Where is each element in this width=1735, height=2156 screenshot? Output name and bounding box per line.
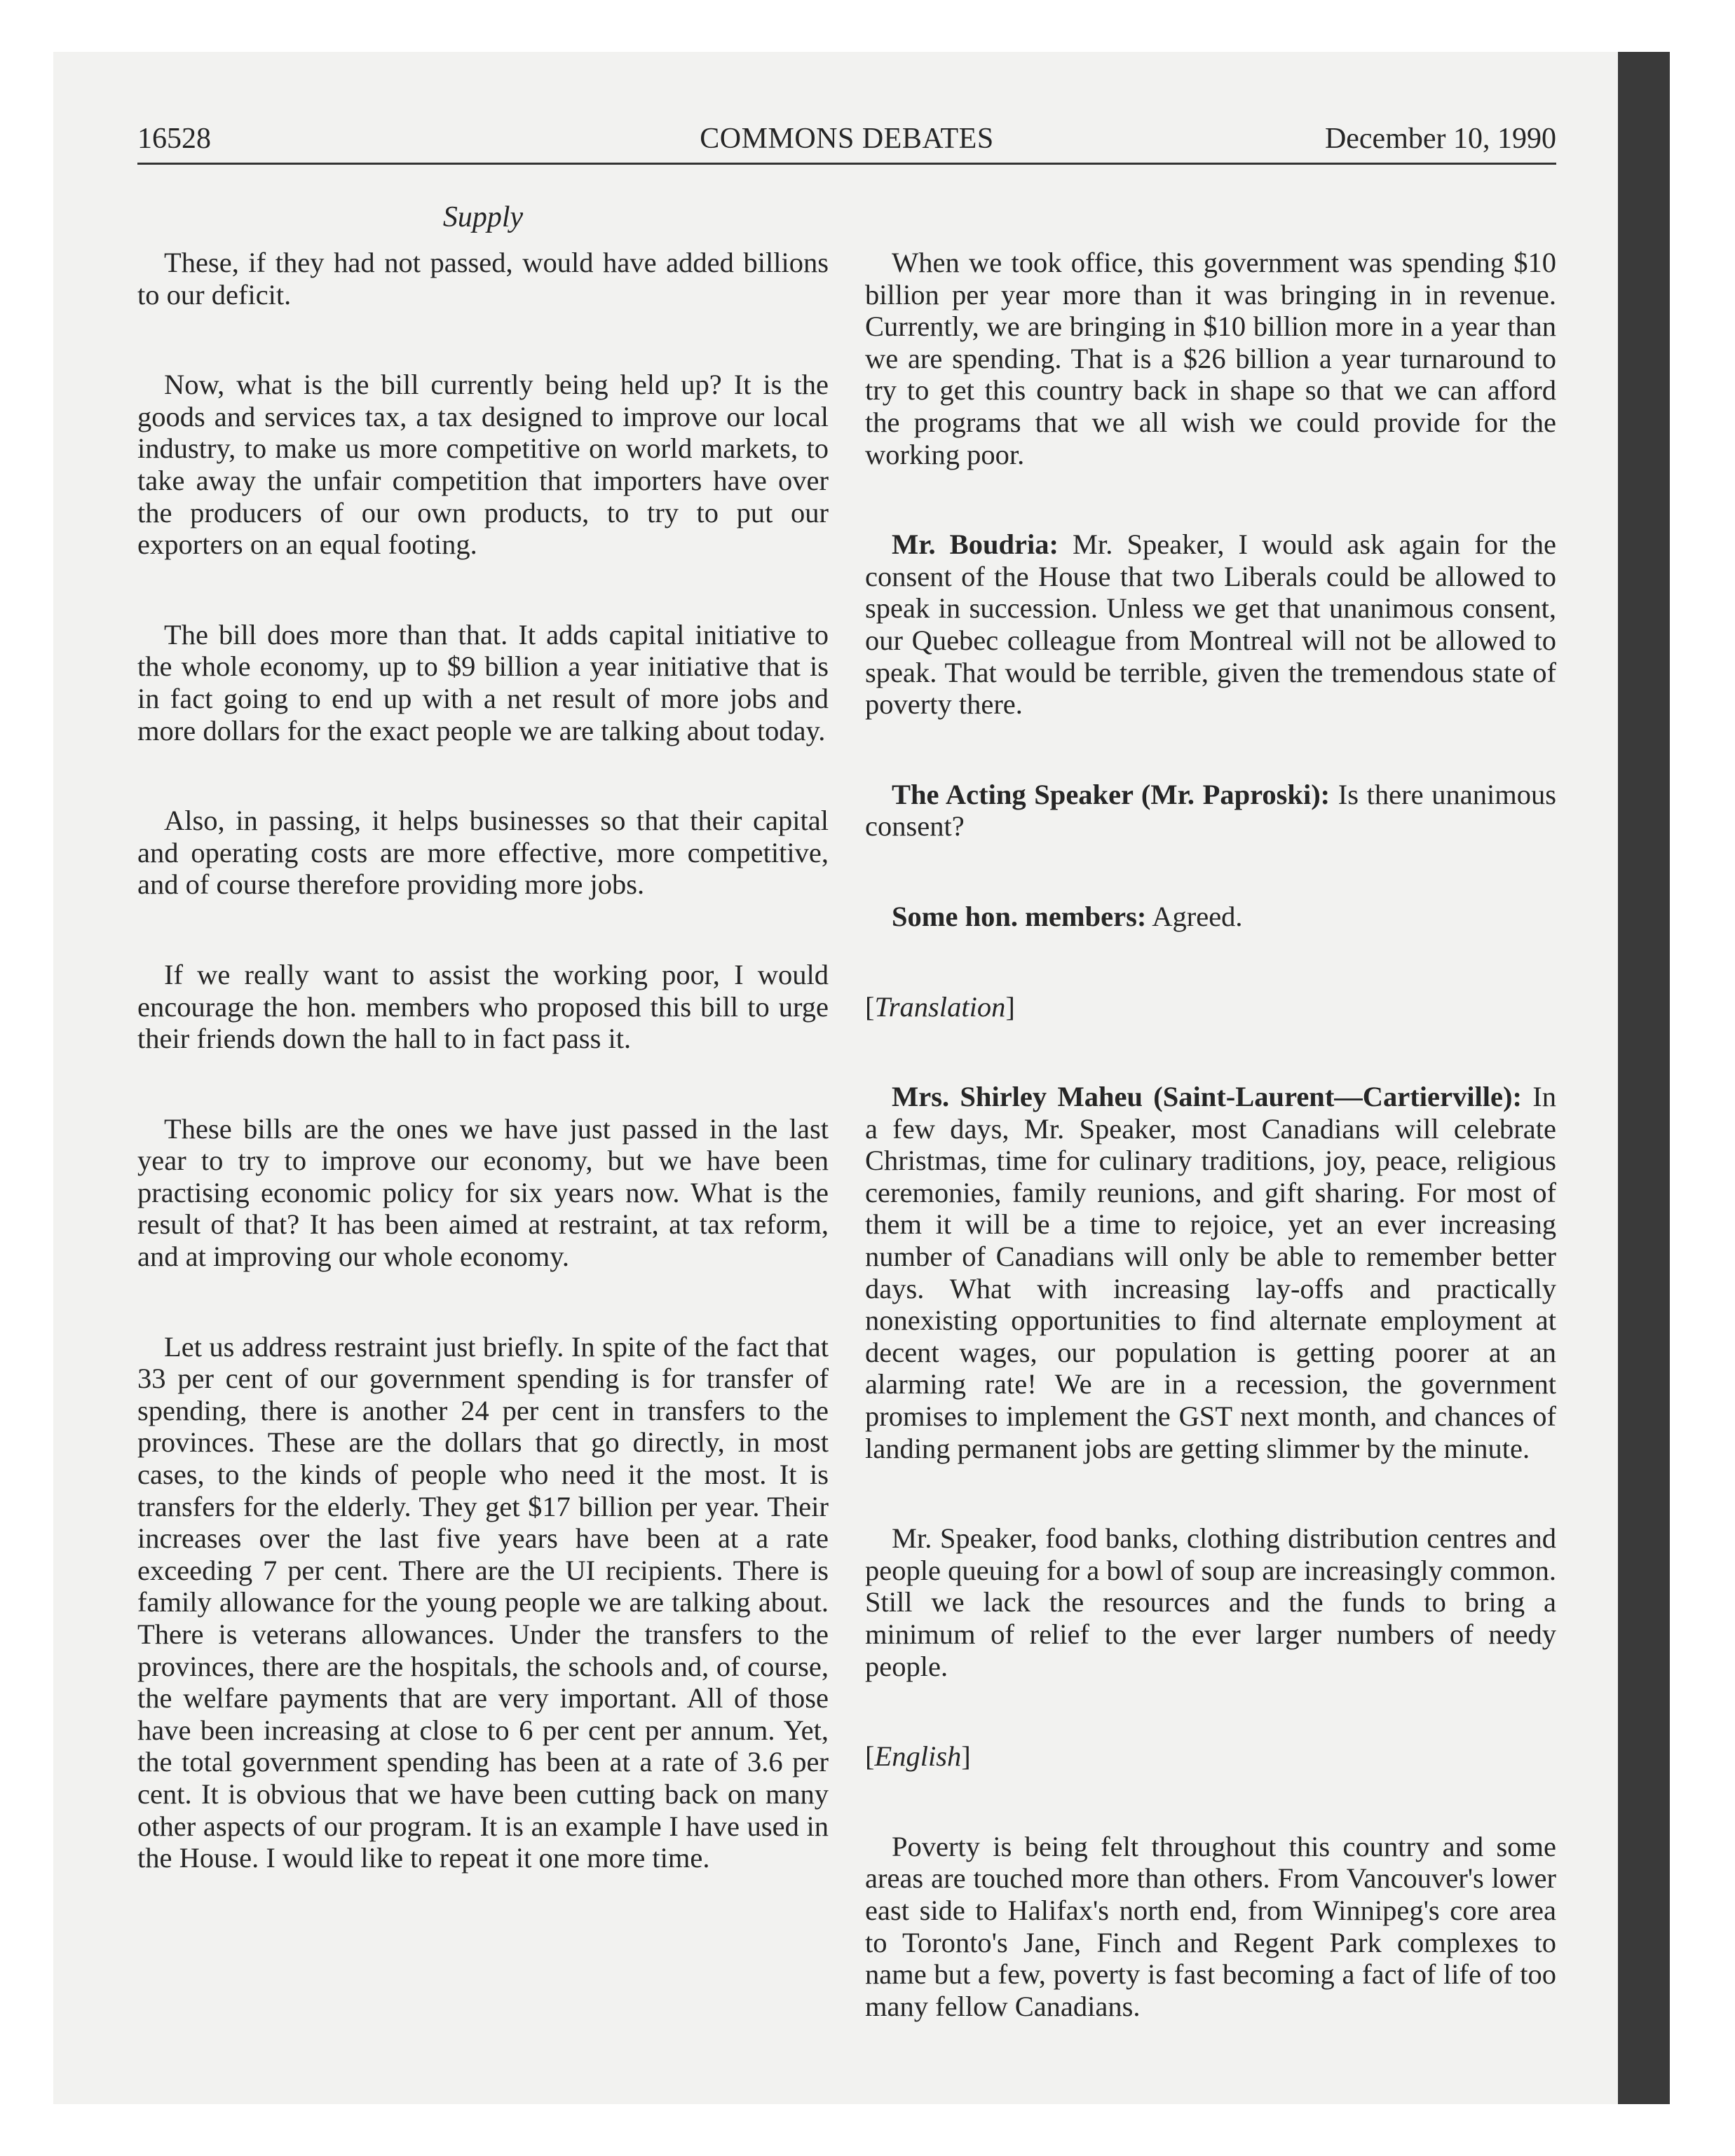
section-label: Supply — [442, 201, 524, 233]
paragraph: Mr. Speaker, food banks, clothing distribution centres and people queuing for a bowl of soup are increasingly common. Still we lack the resources and the funds to bring a minimum of relief to the ever larger numbers of needy people. — [865, 1522, 1556, 1682]
speech-text: In a few days, Mr. Speaker, most Canadians will celebrate Christmas, time for culinary traditions, joy, peace, religious ceremonies, family reunions, and gift sharing. For most of them it will be a time to rejoice, yet an ever increasing number of Canadians will only be able to remember better days. What with increasing lay-offs and practically nonexisting opportunities to find alternate employment at decent wages, our population is getting poorer at an alarming rate! We are in a recession, the government promises to implement the GST next month, and chances of landing permanent jobs are getting slimmer by the minute. — [865, 1081, 1556, 1464]
page-number: 16528 — [137, 123, 211, 155]
speaker-name: The Acting Speaker (Mr. Paproski): — [892, 778, 1331, 810]
paragraph: Also, in passing, it helps businesses so that their capital and operating costs are more effective, more competitive, and of course therefore providing more jobs. — [137, 805, 829, 901]
paragraph: If we really want to assist the working poor, I would encourage the hon. members who proposed this bill to urge their friends down the hall to in fact pass it. — [137, 958, 829, 1055]
speech-boudria — [865, 528, 1556, 721]
header-date: December 10, 1990 — [1324, 123, 1556, 155]
speaker-name: Some hon. members: — [892, 900, 1147, 932]
english-marker: [English] — [865, 1740, 971, 1773]
speech-acting-speaker — [865, 779, 1556, 842]
speech-text: Mr. Speaker, I would ask again for the consent of the House that two Liberals could be allowed to speak in succession. Unless we get that unanimous consent, our Quebec colleague from Montreal will not be allowed to speak. That would be terrible, given the tremendous state of poverty there. — [865, 528, 1556, 721]
paragraph: The bill does more than that. It adds capital initiative to the whole economy, up to $9 billion a year initiative that is in fact going to end up with a net result of more jobs and more dollars for the exact people we are talking about today. — [137, 618, 829, 746]
speech-text: Is there unanimous consent? — [865, 778, 1556, 842]
paragraph: These, if they had not passed, would have added billions to our deficit. — [137, 247, 829, 311]
paragraph: These bills are the ones we have just passed in the last year to try to improve our economy, but we have been practising economic policy for six years now. What is the result of that? It has been aimed at restraint, at tax reform, and at improving our whole economy. — [137, 1112, 829, 1273]
paragraph: When we took office, this government was spending $10 billion per year more than it was bringing in in revenue. Currently, we are bringing in $10 billion more in a year than we are spending. That is a $26 billion a year turnaround to try to get this country back in shape so that we can afford the programs that we all wish we could provide for the working poor. — [865, 247, 1556, 470]
speaker-name: Mrs. Shirley Maheu (Saint-Laurent—Cartierville): — [892, 1081, 1522, 1113]
translation-marker: [Translation] — [865, 990, 1015, 1023]
paragraph: Let us address restraint just briefly. In spite of the fact that 33 per cent of our government spending is for transfer of spending, there is another 24 per cent in transfers to the provinces. These are the dollars that go directly, in most cases, to the kinds of people who need it the most. It is transfers for the elderly. They get $17 billion per year. Their increases over the last five years have been at a rate exceeding 7 per cent. There are the UI recipients. There is family allowance for the young people we are talking about. There is veterans allowances. Under the transfers to the provinces, there are the hospitals, the schools and, of course, the welfare payments that are very important. All of those have been increasing at close to 6 per cent per annum. Yet, the total government spending has been at a rate of 3.6 per cent. It is obvious that we have been cutting back on many other aspects of our program. It is an example I have used in the House. I would like to repeat it one more time. — [137, 1330, 829, 1874]
speech-text: Agreed. — [1146, 900, 1243, 932]
speech-maheu — [865, 1081, 1556, 1464]
speaker-name: Mr. Boudria: — [892, 528, 1059, 561]
paragraph: Poverty is being felt throughout this country and some areas are touched more than others. From Vancouver's lower east side to Halifax's north end, from Winnipeg's core area to Toronto's Jane, Finch and Regent Park complexes to name but a few, poverty is fast becoming a fact of life of too many fellow Canadians. — [865, 1830, 1556, 2022]
page-header — [137, 118, 1556, 160]
journal-title: COMMONS DEBATES — [700, 123, 994, 155]
right-column — [865, 247, 1556, 2080]
scan-edge-shadow — [1618, 52, 1670, 2104]
header-rule — [137, 163, 1556, 165]
speech-members — [865, 901, 1556, 933]
paragraph: Now, what is the bill currently being held up? It is the goods and services tax, a tax designed to improve our local industry, to make us more competitive on world markets, to take away the unfair competition that importers have over the producers of our own products, to try to put our exporters on an equal footing. — [137, 369, 829, 561]
left-column — [137, 247, 829, 1932]
